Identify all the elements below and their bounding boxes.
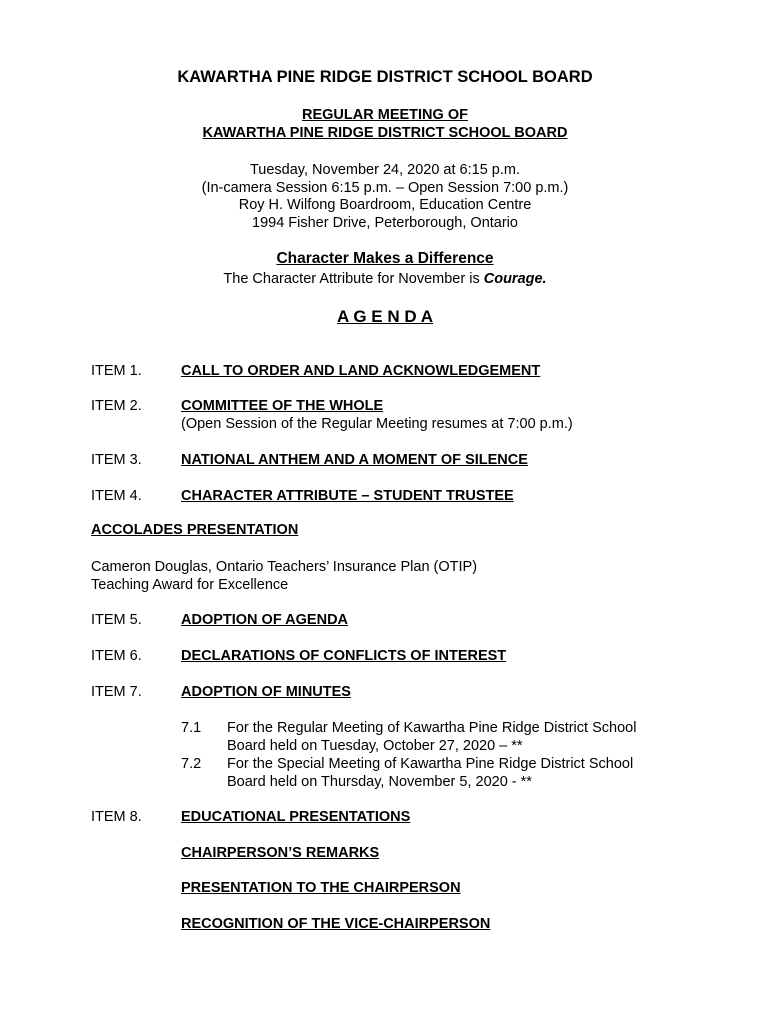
item-4-number: ITEM 4. <box>91 488 142 504</box>
item-6-title: DECLARATIONS OF CONFLICTS OF INTEREST <box>181 648 507 664</box>
item-7-title: ADOPTION OF MINUTES <box>181 684 351 700</box>
item-8-number: ITEM 8. <box>91 809 142 825</box>
meeting-sessions: (In-camera Session 6:15 p.m. – Open Session 7:00 p.m.) <box>201 180 569 196</box>
meeting-line-1: REGULAR MEETING OF <box>302 107 468 123</box>
accolades-heading: ACCOLADES PRESENTATION <box>91 522 299 538</box>
meeting-room: Roy H. Wilfong Boardroom, Education Centre <box>238 197 532 213</box>
item-7-number: ITEM 7. <box>91 684 142 700</box>
minutes-7-1-line-1: For the Regular Meeting of Kawartha Pine Ridge District School <box>227 720 637 736</box>
agenda-title: A G E N D A <box>336 307 434 326</box>
item-3-number: ITEM 3. <box>91 452 142 468</box>
minutes-7-2-line-2: Board held on Thursday, November 5, 2020 - ** <box>227 774 532 790</box>
item-6-number: ITEM 6. <box>91 648 142 664</box>
recognition-vice-chairperson: RECOGNITION OF THE VICE-CHAIRPERSON <box>181 916 491 932</box>
minutes-7-1-number: 7.1 <box>181 720 202 736</box>
character-title: Character Makes a Difference <box>276 250 494 267</box>
meeting-address: 1994 Fisher Drive, Peterborough, Ontario <box>252 215 518 231</box>
item-1-number: ITEM 1. <box>91 363 142 379</box>
minutes-7-1-line-2: Board held on Tuesday, October 27, 2020 – ** <box>227 738 523 754</box>
minutes-7-2-line-1: For the Special Meeting of Kawartha Pine Ridge District School <box>227 756 634 772</box>
minutes-7-2-number: 7.2 <box>181 756 202 772</box>
item-5-title: ADOPTION OF AGENDA <box>181 612 349 628</box>
meeting-line-2: KAWARTHA PINE RIDGE DISTRICT SCHOOL BOARD <box>202 125 568 141</box>
item-2-title: COMMITTEE OF THE WHOLE <box>181 398 384 414</box>
board-name: KAWARTHA PINE RIDGE DISTRICT SCHOOL BOARD <box>177 68 593 86</box>
presentation-to-chairperson: PRESENTATION TO THE CHAIRPERSON <box>181 880 461 896</box>
accolades-line-2: Teaching Award for Excellence <box>91 577 289 593</box>
accolades-line-1: Cameron Douglas, Ontario Teachers’ Insurance Plan (OTIP) <box>91 559 478 575</box>
item-8-title: EDUCATIONAL PRESENTATIONS <box>181 809 411 825</box>
character-line: The Character Attribute for November is Courage. <box>223 271 547 287</box>
item-4-title: CHARACTER ATTRIBUTE – STUDENT TRUSTEE <box>181 488 514 504</box>
character-attribute: Courage. <box>483 271 547 287</box>
meeting-date: Tuesday, November 24, 2020 at 6:15 p.m. <box>249 162 520 178</box>
item-2-note: (Open Session of the Regular Meeting resumes at 7:00 p.m.) <box>181 416 573 432</box>
item-1-title: CALL TO ORDER AND LAND ACKNOWLEDGEMENT <box>181 363 541 379</box>
item-5-number: ITEM 5. <box>91 612 142 628</box>
item-2-number: ITEM 2. <box>91 398 142 414</box>
chairperson-remarks: CHAIRPERSON’S REMARKS <box>181 845 380 861</box>
item-3-title: NATIONAL ANTHEM AND A MOMENT OF SILENCE <box>181 452 528 468</box>
